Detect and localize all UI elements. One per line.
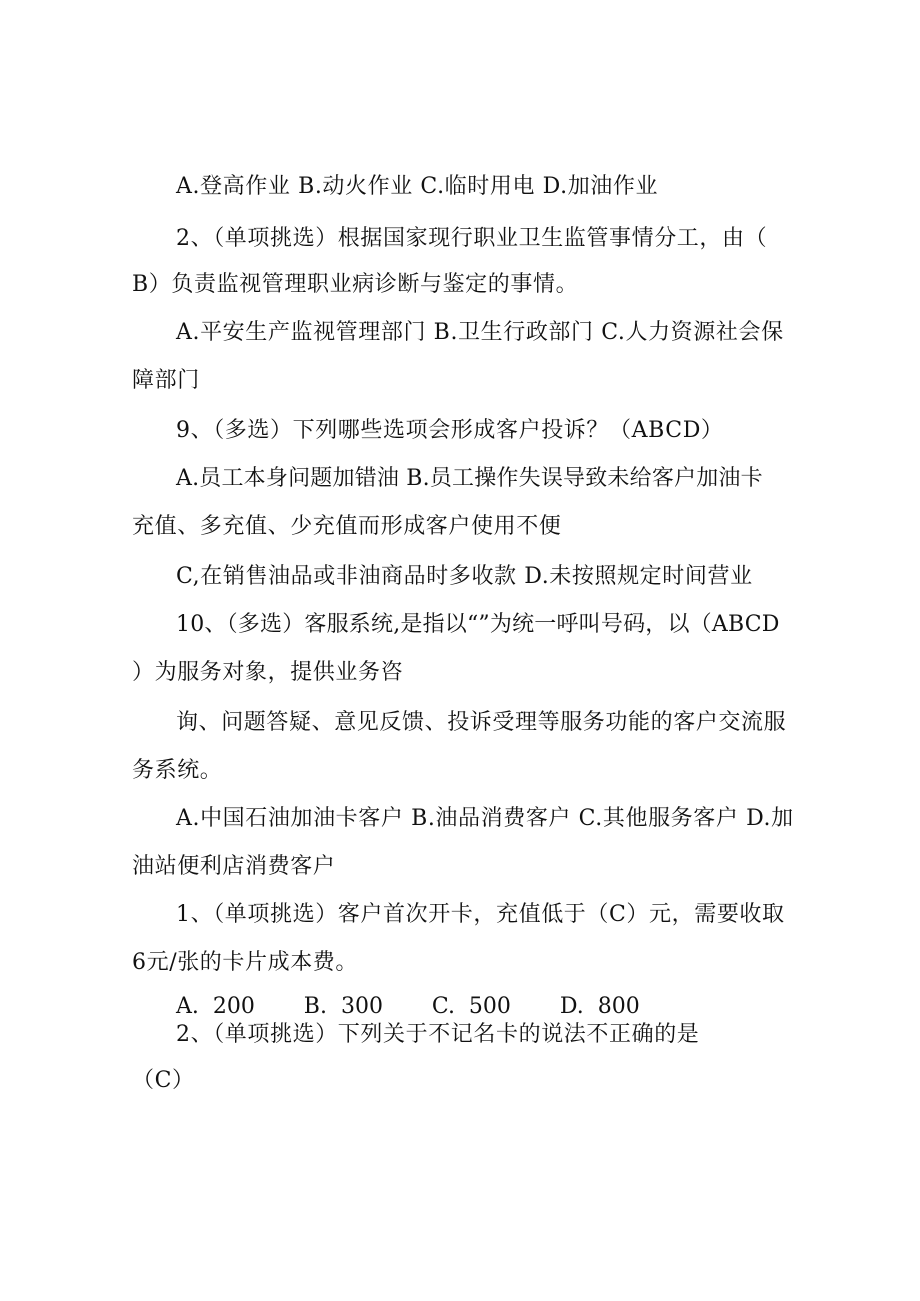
text-line-question-1: 1、（单项挑选）客户首次开卡，充值低于（C）元，需要收取	[176, 902, 785, 927]
text-line-question-9: 9、（多选）下列哪些选项会形成客户投诉？（ABCD）	[176, 418, 724, 443]
text-line-options-2a: A.平安生产监视管理部门 B.卫生行政部门 C.人力资源社会保	[176, 320, 784, 345]
text-line-options-9-cont: 充值、多充值、少充值而形成客户使用不便	[132, 514, 562, 539]
text-line-question-10-cont: ）为服务对象，提供业务咨	[132, 660, 404, 685]
text-line-question-2a-cont: B）负责监视管理职业病诊断与鉴定的事情。	[132, 272, 579, 297]
text-line-options-2a-cont: 障部门	[132, 368, 200, 393]
text-line-options-9-cd: C,在销售油品或非油商品时多收款 D.未按照规定时间营业	[176, 564, 753, 589]
text-line-question-2b-cont: （C）	[132, 1068, 195, 1093]
text-line-question-10: 10、（多选）客服系统,是指以“”为统一呼叫号码，以（ABCD	[176, 612, 780, 637]
text-line-question-2a: 2、（单项挑选）根据国家现行职业卫生监管事情分工，由（	[176, 226, 768, 251]
text-line-question-2b: 2、（单项挑选）下列关于不记名卡的说法不正确的是	[176, 1022, 700, 1047]
text-line-options-10-cont: 油站便利店消费客户	[132, 854, 336, 879]
text-line-question-10-body: 询、问题答疑、意见反馈、投诉受理等服务功能的客户交流服	[176, 710, 787, 735]
text-line-options-q-prev: A.登高作业 B.动火作业 C.临时用电 D.加油作业	[176, 174, 659, 199]
text-line-options-10: A.中国石油加油卡客户 B.油品消费客户 C.其他服务客户 D.加	[176, 806, 794, 831]
text-line-options-1: A. 200 B. 300 C. 500 D. 800	[176, 994, 640, 1019]
text-line-question-10-body-cont: 务系统。	[132, 758, 223, 783]
text-line-options-9: A.员工本身问题加错油 B.员工操作失误导致未给客户加油卡	[176, 466, 763, 491]
text-line-question-1-cont: 6元/张的卡片成本费。	[132, 950, 359, 975]
